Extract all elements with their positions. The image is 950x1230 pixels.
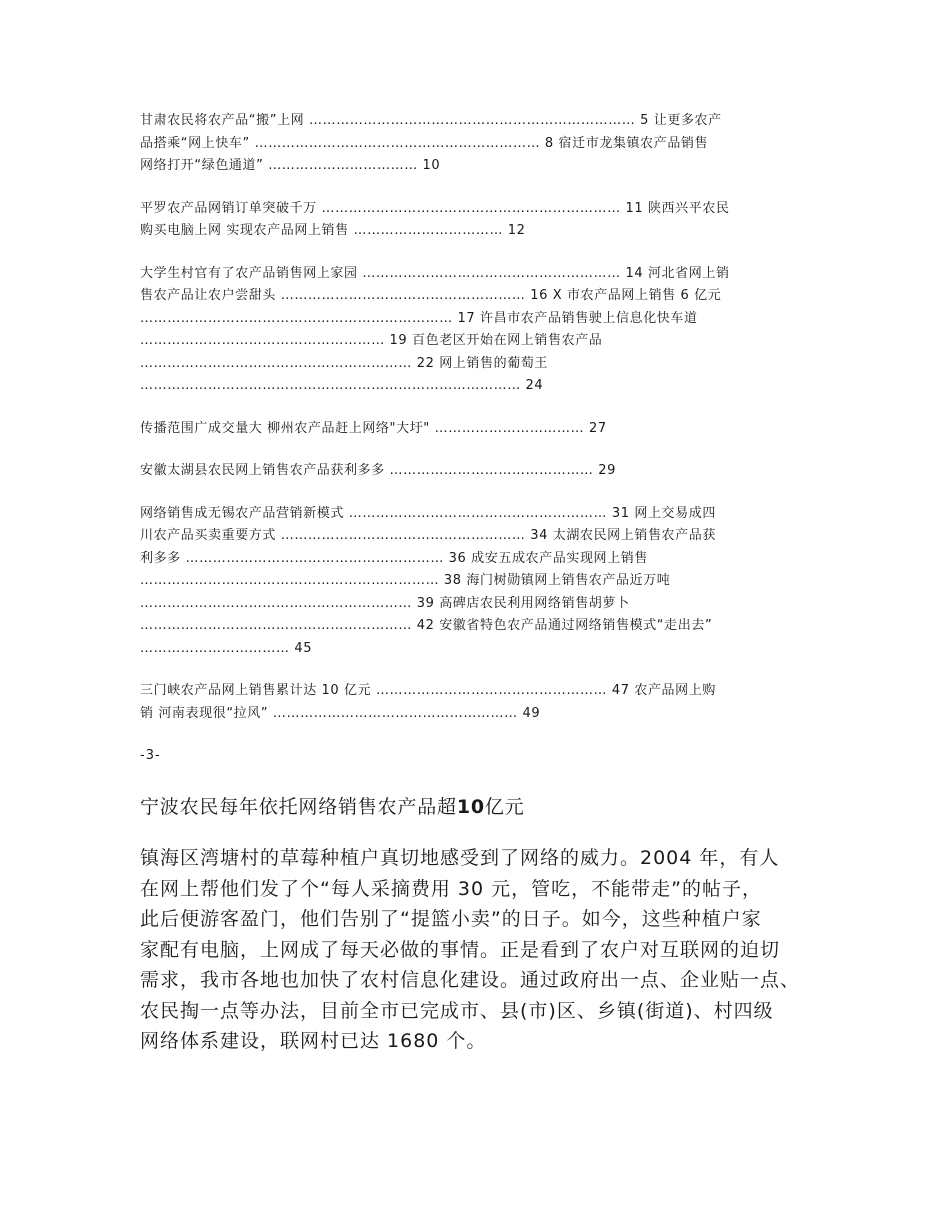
article-title [140,793,812,821]
page-content [140,110,812,1057]
toc-entry-line[interactable]: 购买电脑上网 实现农产品网上销售 …………………………… 12 [140,223,526,238]
toc-entry-line[interactable]: 网络销售成无锡农产品营销新模式 ………………………………………………… 31 网上交易成四 [140,505,716,521]
toc-entry-line[interactable]: 平罗农产品网销订单突破千万 ………………………………………………………… 11 陕西兴平农民 [140,200,730,216]
toc-entry-line[interactable]: 品搭乘“网上快车” ……………………………………………………… 8 宿迁市龙集镇农产品销售 [140,135,709,151]
toc-entry-line[interactable]: 三门峡农产品网上销售累计达 10 亿元 …………………………………………… 47 农产品网上购 [140,683,716,698]
toc-group [140,418,812,441]
toc-entry-line[interactable]: …………………………………………………… 39 高碑店农民利用网络销售胡萝卜 [140,595,630,611]
article-paragraph-line: 此后便游客盈门，他们告别了“提篮小卖”的日子。如今，这些种植户家 [140,908,762,930]
toc-entry-line[interactable]: …………………………………………………… 22 网上销售的葡萄王 [140,355,549,371]
toc-entry-line[interactable]: 网络打开“绿色通道” …………………………… 10 [140,158,441,173]
article-paragraph-line: 镇海区湾塘村的草莓种植户真切地感受到了网络的威力。2004 年，有人 [140,847,780,869]
toc-entry-line[interactable]: ………………………………………………………… 38 海门树勋镇网上销售农产品近万吨 [140,573,671,588]
toc-entry-line[interactable]: 利多多 ………………………………………………… 36 成安五成农产品实现网上销售 [140,550,648,566]
toc-group [140,503,812,661]
toc-entry-line[interactable]: 安徽太湖县农民网上销售农产品获利多多 ……………………………………… 29 [140,463,617,478]
toc-entry-line[interactable]: 传播范围广成交量大 柳州农产品赶上网络"大圩" …………………………… 27 [140,420,607,436]
toc-entry-line[interactable]: …………………………………………………………… 17 许昌市农产品销售驶上信息化快车道 [140,310,698,326]
toc-entry-line[interactable]: 川农产品买卖重要方式 ……………………………………………… 34 太湖农民网上销售农产品获 [140,528,716,543]
toc-group [140,460,812,483]
toc-entry-line[interactable]: ……………………………………………… 19 百色老区开始在网上销售农产品 [140,333,603,348]
article-paragraph-line: 家配有电脑，上网成了每天必做的事情。正是看到了农户对互联网的迫切 [140,938,781,961]
article-paragraph-line: 需求，我市各地也加快了农村信息化建设。通过政府出一点、企业贴一点、 [140,969,801,991]
article-paragraph-line: 网络体系建设，联网村已达 1680 个。 [140,1030,487,1052]
toc-entry-line[interactable]: …………………………… 45 [140,640,313,656]
article-title-number: 10 [456,796,485,818]
toc-entry-line[interactable]: 大学生村官有了农产品销售网上家园 ………………………………………………… 14 河北省网上销 [140,265,730,281]
toc-entry-line[interactable]: 销 河南表现很“拉风” ……………………………………………… 49 [140,705,541,721]
table-of-contents [140,110,812,725]
article-title-suffix: 亿元 [484,796,525,818]
page-number: -3- [140,748,161,763]
toc-entry-line[interactable]: 甘肃农民将农产品“搬”上网 ……………………………………………………………… 5 让更多农产 [140,113,722,128]
toc-group [140,110,812,178]
toc-entry-line[interactable]: 售农产品让农户尝甜头 ……………………………………………… 16 X 市农产品网上销售 6 亿元 [140,288,722,303]
article-title-prefix: 宁波农民每年依托网络销售农产品超 [140,796,457,818]
article-body [140,843,812,1057]
toc-group [140,263,812,398]
toc-entry-line[interactable]: ………………………………………………………………………… 24 [140,378,544,393]
toc-group [140,680,812,725]
toc-entry-line[interactable]: …………………………………………………… 42 安徽省特色农产品通过网络销售模式“走出去” [140,618,713,633]
toc-group [140,198,812,243]
article-paragraph-line: 农民掏一点等办法，目前全市已完成市、县(市)区、乡镇(街道)、村四级 [140,999,774,1022]
article-paragraph-line: 在网上帮他们发了个“每人采摘费用 30 元，管吃，不能带走”的帖子， [140,877,762,900]
